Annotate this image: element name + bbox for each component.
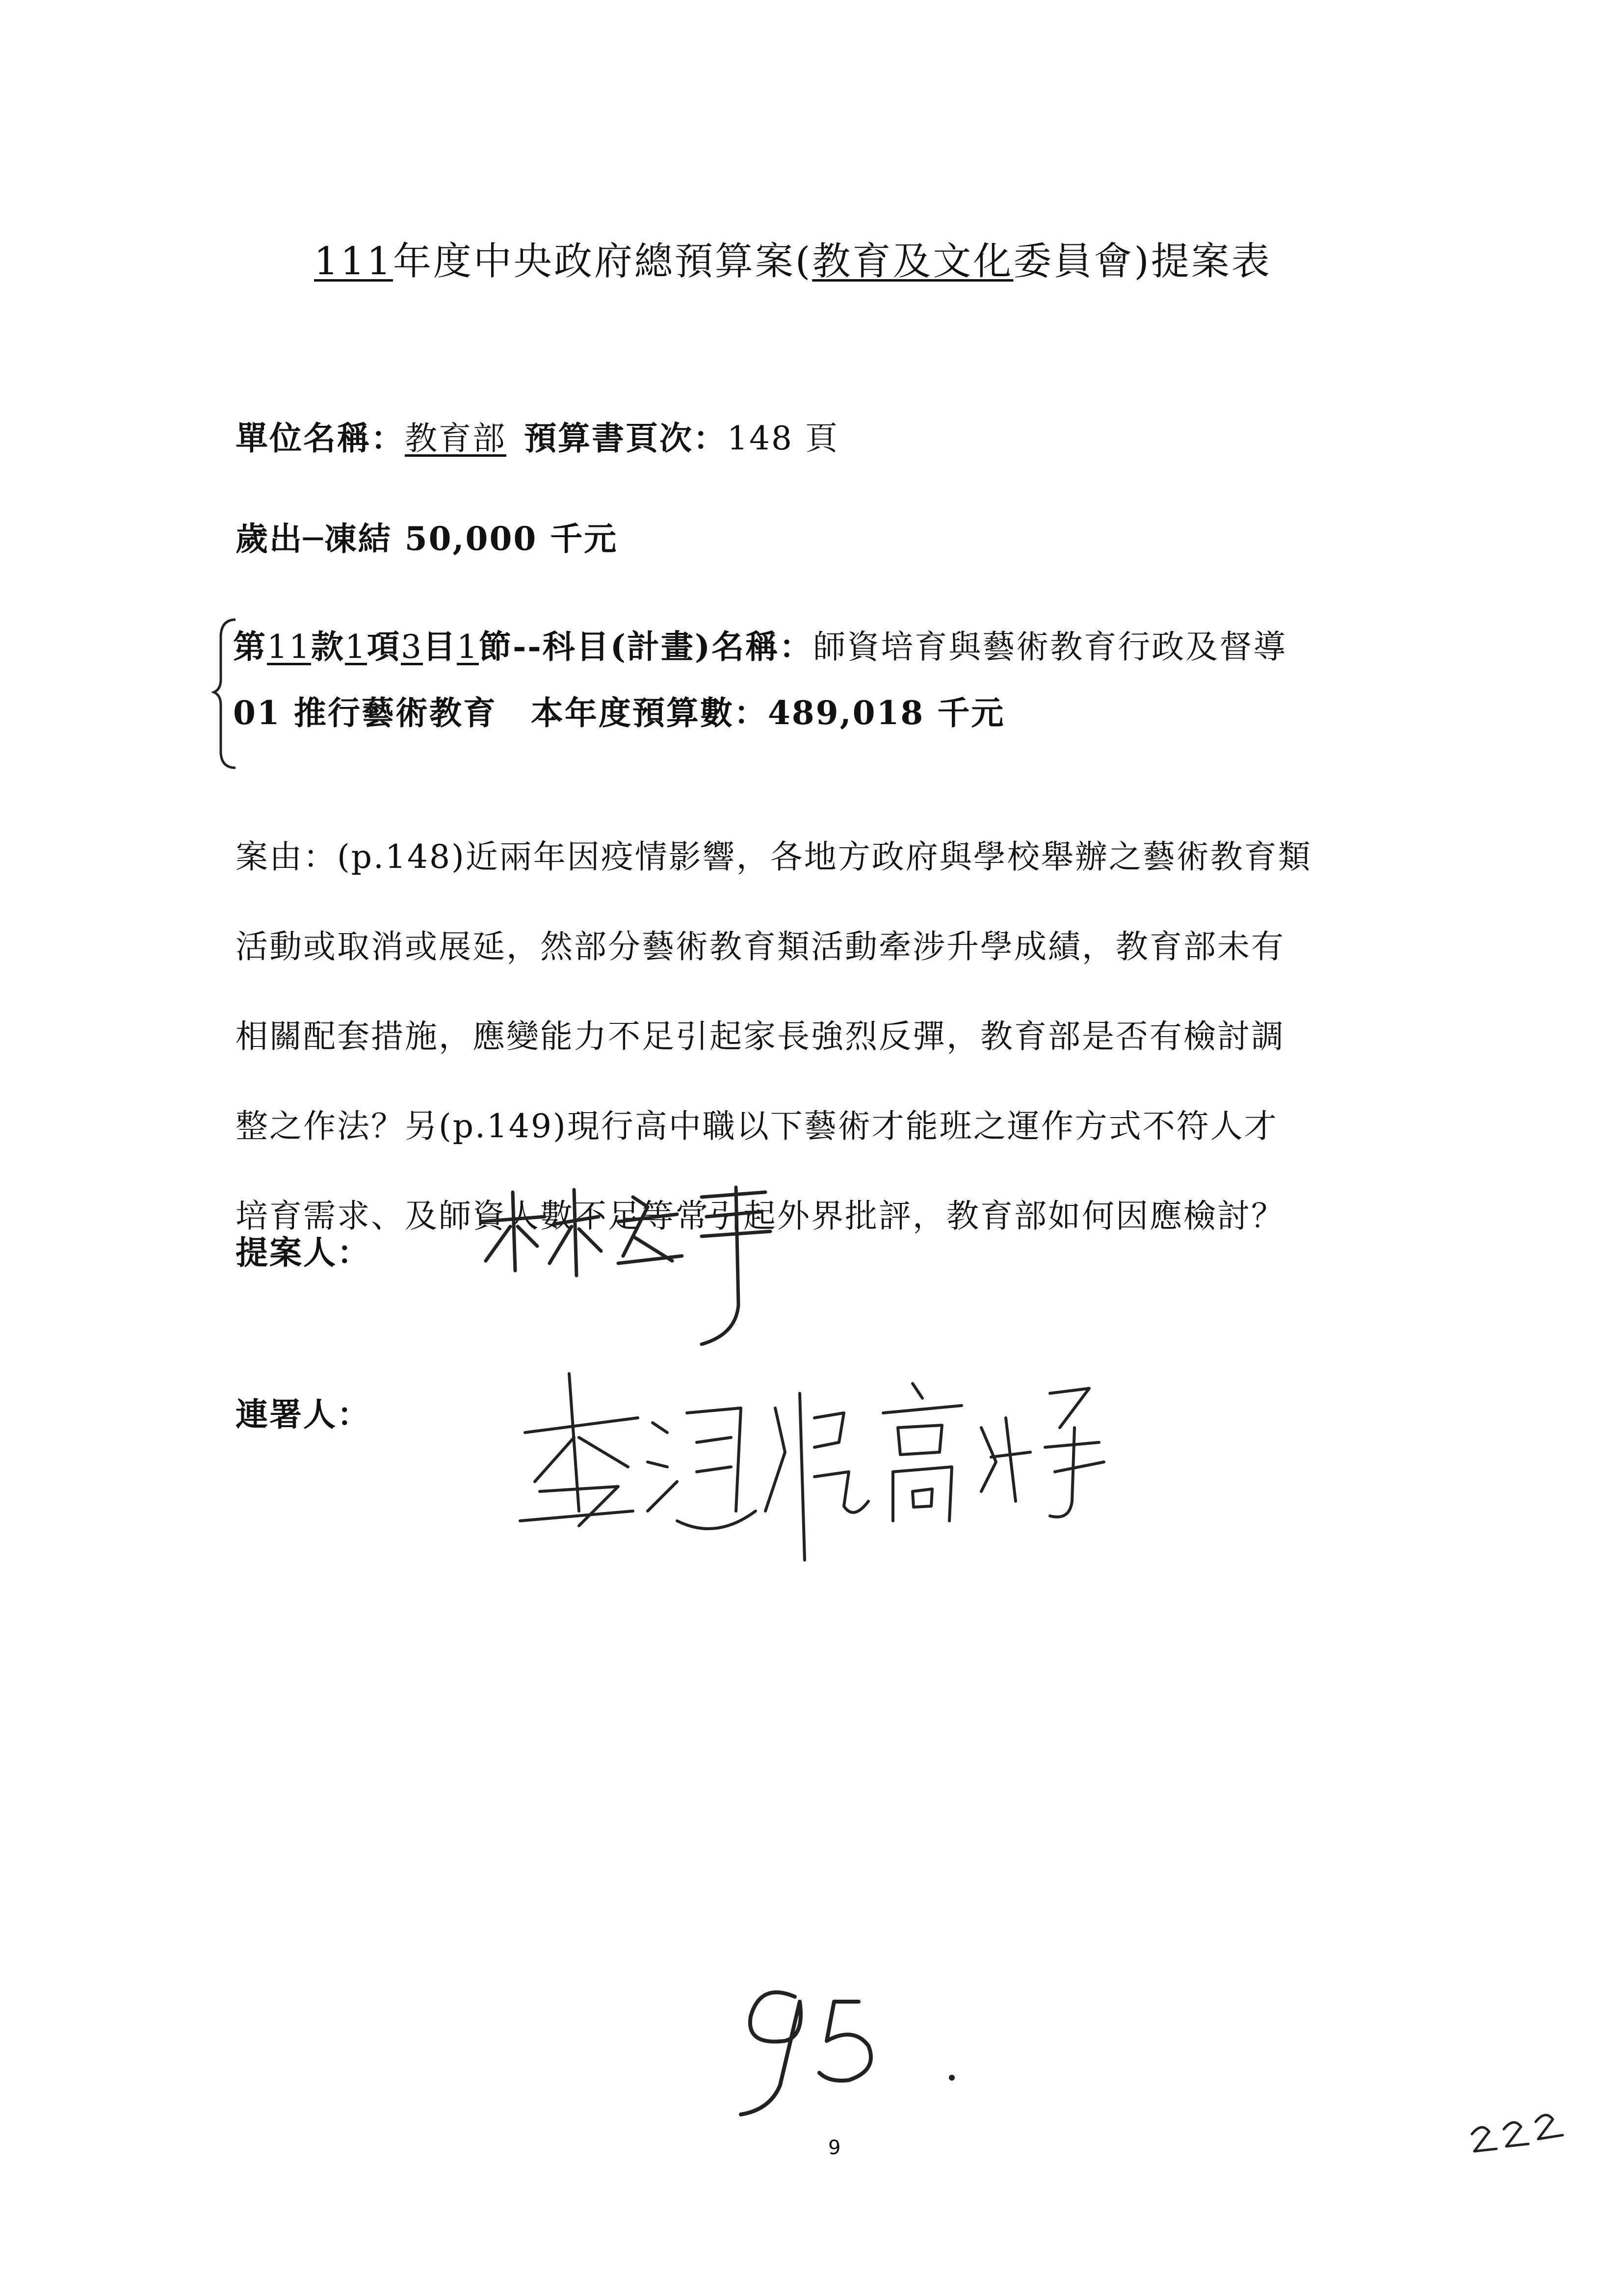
- title-part1: 年度中央政府總預算案(: [393, 239, 812, 284]
- cosigner-label: 連署人：: [236, 1395, 371, 1434]
- program-code: 01 推行藝術教育: [233, 694, 497, 732]
- budget-amount: 本年度預算數：489,018 千元: [530, 694, 1005, 732]
- page-value: 148 頁: [727, 419, 839, 457]
- unit-value: 教育部: [405, 419, 506, 457]
- title-committee: 教育及文化: [812, 239, 1014, 284]
- proposer-label: 提案人：: [236, 1233, 371, 1272]
- corner-mark: [1467, 2105, 1575, 2164]
- page-label: 預算書頁次：: [524, 419, 727, 457]
- account-mu: 3: [400, 628, 423, 666]
- account-kuan: 11: [267, 628, 311, 666]
- reason-line: 活動或取消或展延，然部分藝術教育類活動牽涉升學成績，教育部未有: [236, 928, 1285, 965]
- handwritten-number: [711, 1962, 1006, 2129]
- proposer-signature: [471, 1177, 814, 1354]
- reason-line: 案由：(p.148)近兩年因疫情影響，各地方政府與學校舉辦之藝術教育類: [236, 838, 1312, 876]
- account-xiang: 1: [344, 628, 367, 666]
- expense-line: 歲出─凍結 50,000 千元: [236, 520, 618, 558]
- page-title: [314, 231, 1272, 286]
- reason-line: 整之作法？另(p.149)現行高中職以下藝術才能班之運作方式不符人才: [236, 1107, 1278, 1145]
- account-jie: 1: [456, 628, 479, 666]
- title-year: 111: [314, 239, 393, 284]
- reason-line: 相關配套措施，應變能力不足引起家長強烈反彈，教育部是否有檢討調: [236, 1018, 1285, 1055]
- unit-label: 單位名稱：: [236, 419, 405, 457]
- page-number: 9: [828, 2137, 841, 2159]
- reason-line: 培育需求、及師資人數不足等常引起外界批評，教育部如何因應檢討？: [236, 1197, 1285, 1235]
- unit-line: [236, 412, 839, 459]
- program-line: [233, 687, 1005, 733]
- title-part2: 委員會)提案表: [1013, 239, 1272, 284]
- account-subject: 師資培育與藝術教育行政及督導: [813, 628, 1287, 666]
- reason-paragraph: [236, 812, 1472, 1261]
- cosigner-signatures: [510, 1364, 1148, 1570]
- account-line: 第11款1項3目1節--科目(計畫)名稱：師資培育與藝術教育行政及督導: [233, 627, 1287, 666]
